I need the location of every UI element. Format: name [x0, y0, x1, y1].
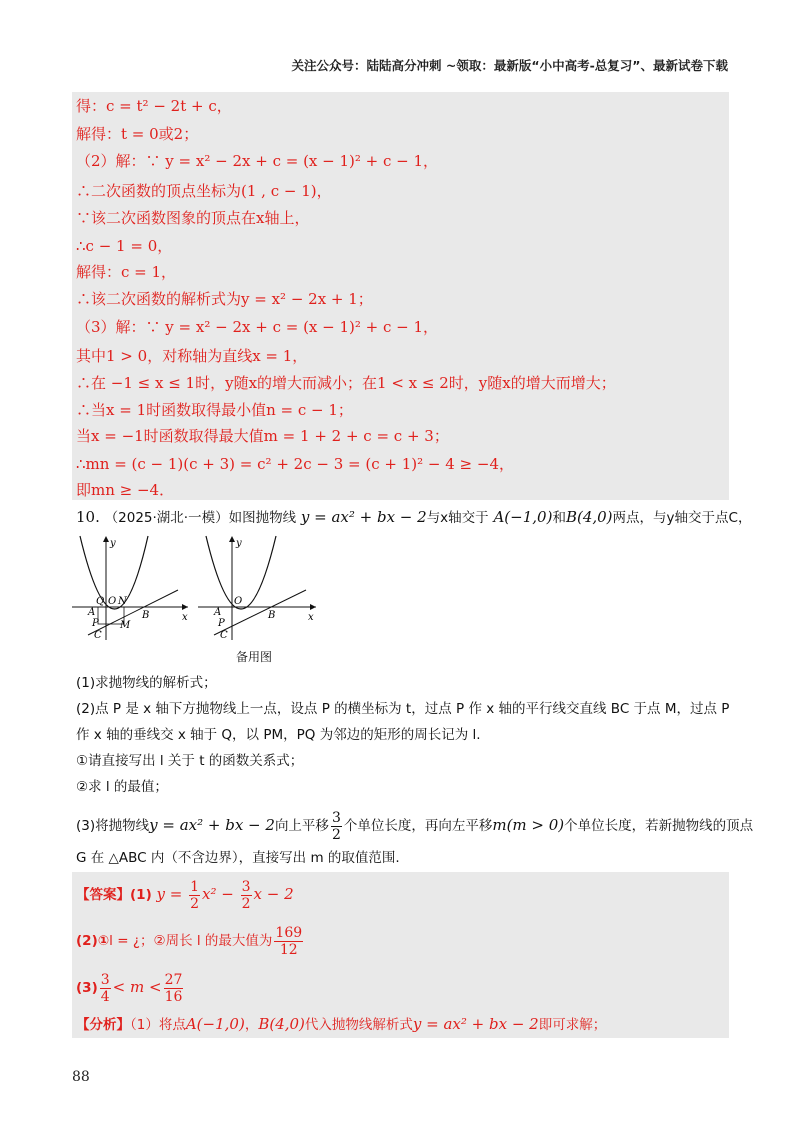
solution-line-2: 解得：t = 0或2；: [76, 125, 199, 143]
frac-den: 2: [190, 895, 200, 912]
page-header: 关注公众号：陆陆高分冲刺 ~领取：最新版“小中高考-总复习”、最新试卷下载: [291, 58, 728, 73]
page-number: 88: [72, 1069, 90, 1085]
label-x: x: [182, 612, 188, 623]
figure-caption: 备用图: [236, 650, 273, 664]
solution-line-15: 即mn ≥ −4．: [76, 481, 175, 499]
q3-m: m(m > 0): [492, 816, 565, 834]
stem-text-b: 与x轴交于: [426, 510, 489, 526]
answer-1-frac-2: [241, 879, 252, 912]
analysis-equation: y = ax² + bx − 2: [412, 1015, 539, 1033]
problem-number: 10.: [76, 508, 100, 526]
label-n: N: [118, 596, 127, 607]
frac-den: 12: [279, 941, 298, 958]
solution-line-10: 其中1 > 0，对称轴为直线x = 1，: [76, 347, 308, 365]
label-p: P: [218, 618, 225, 629]
stem-equation: y = ax² + bx − 2: [300, 508, 427, 526]
solution-line-8: ∴该二次函数的解析式为y = x² − 2x + 1；: [76, 290, 373, 308]
label-a: A: [88, 607, 96, 618]
question-2-line-2: 作 x 轴的垂线交 x 轴于 Q，以 PM，PQ 为邻边的矩形的周长记为 l.: [76, 727, 481, 743]
analysis-line: [76, 1014, 606, 1035]
x-arrow-icon: [182, 604, 188, 610]
answer-2-text: l = ¿；②周长 l 的最大值为: [109, 933, 273, 949]
q3-text-1: (3)将抛物线: [76, 818, 150, 834]
question-2-line-1: (2)点 P 是 x 轴下方抛物线上一点，设点 P 的横坐标为 t，过点 P 作 x 轴的平行线交直线 BC 于点 M，过点 P: [76, 701, 730, 717]
solution-line-14: ∴mn = (c − 1)(c + 3) = c² + 2c − 3 = (c + 1)² − 4 ≥ −4，: [76, 455, 514, 473]
label-p: P: [92, 618, 99, 629]
stem-text-d: 两点，与y轴交于点C，: [612, 510, 752, 526]
answer-1-frac-1: [189, 879, 200, 912]
solution-line-5: ∵该二次函数图象的顶点在x轴上，: [76, 209, 310, 227]
analysis-point-b: B(4,0): [258, 1015, 305, 1033]
question-2-part-1: ①请直接写出 l 关于 t 的函数关系式；: [76, 753, 304, 769]
label-a: A: [214, 607, 222, 618]
analysis-point-a: A(−1,0): [185, 1015, 245, 1033]
point-a: A(−1,0): [493, 508, 553, 526]
q3-equation: y = ax² + bx − 2: [149, 816, 275, 834]
question-3-line-1: [76, 808, 753, 843]
label-c: C: [94, 630, 102, 641]
figure-main: [70, 532, 192, 644]
q3-text-3: 个单位长度，再向左平移: [343, 818, 493, 834]
solution-line-13: 当x = −1时函数取得最大值m = 1 + 2 + c = c + 3；: [76, 427, 449, 445]
analysis-text-a: （1）将点: [130, 1017, 186, 1033]
frac-num: 169: [275, 924, 303, 941]
answer-2: [76, 923, 305, 958]
solution-line-1: 得：c = t² − 2t + c，: [76, 97, 232, 115]
solution-line-12: ∴当x = 1时函数取得最小值n = c − 1；: [76, 401, 353, 419]
answer-3: [76, 970, 185, 1005]
y-arrow-icon: [229, 536, 235, 542]
analysis-text-b: ，: [244, 1017, 259, 1033]
label-b: B: [142, 610, 150, 621]
label-o: O: [108, 596, 117, 607]
stem-text-a: 如图抛物线: [228, 510, 297, 526]
answer-2-frac: [274, 925, 303, 958]
frac-den: 4: [100, 988, 110, 1005]
q3-text-2: 向上平移: [274, 818, 329, 834]
analysis-text-d: 即可求解；: [538, 1017, 607, 1033]
label-q: Q: [96, 596, 105, 607]
q3-fraction: [331, 810, 342, 843]
solution-line-6: ∴c − 1 = 0，: [76, 237, 173, 255]
label-c: C: [220, 630, 228, 641]
label-x: x: [308, 612, 314, 623]
q3-text-4: 个单位长度，若新抛物线的顶点: [564, 818, 754, 834]
label-o: O: [234, 596, 243, 607]
point-b: B(4,0): [565, 508, 613, 526]
solution-line-4: ∴二次函数的顶点坐标为(1 , c − 1)，: [76, 182, 332, 200]
solution-line-3: （2）解：∵ y = x² − 2x + c = (x − 1)² + c − 1，: [76, 152, 439, 170]
answer-1-left: y =: [156, 885, 183, 903]
y-arrow-icon: [103, 536, 109, 542]
label-b: B: [268, 610, 276, 621]
question-1: (1)求抛物线的解析式；: [76, 675, 217, 691]
label-m: M: [120, 620, 131, 631]
analysis-text-c: 代入抛物线解析式: [304, 1017, 413, 1033]
problem-stem: [76, 507, 751, 528]
solution-line-11: ∴在 −1 ≤ x ≤ 1时，y随x的增大而减小；在1 < x ≤ 2时，y随x的增大而增大；: [76, 374, 616, 392]
q3-frac-den: 2: [331, 826, 341, 843]
x-arrow-icon: [310, 604, 316, 610]
stem-text-c: 和: [552, 510, 566, 526]
frac-num: 27: [164, 971, 183, 988]
frac-num: 3: [241, 878, 251, 895]
solution-line-7: 解得：c = 1，: [76, 263, 177, 281]
label-y: y: [110, 538, 116, 549]
question-3-line-2: G 在 △ABC 内（不含边界），直接写出 m 的取值范围.: [76, 850, 400, 866]
analysis-label: 【分析】: [76, 1017, 130, 1033]
problem-source: （2025·湖北·一模）: [104, 510, 229, 526]
answer-1: [76, 877, 294, 912]
label-y: y: [236, 538, 242, 549]
q3-frac-num: 3: [331, 809, 341, 826]
frac-num: 3: [100, 971, 110, 988]
answer-2-prefix: (2)①: [76, 933, 110, 949]
answer-3-frac-2: [164, 972, 184, 1005]
figure-backup: [196, 532, 320, 644]
answer-3-mid: < m <: [112, 978, 162, 996]
frac-den: 16: [164, 988, 183, 1005]
answer-1-mid: x² −: [202, 885, 234, 903]
line-bc: [214, 590, 306, 635]
question-2-part-2: ②求 l 的最值；: [76, 779, 168, 795]
answer-label: 【答案】: [76, 887, 130, 903]
solution-line-9: （3）解：∵ y = x² − 2x + c = (x − 1)² + c − 1，: [76, 318, 439, 336]
frac-num: 1: [190, 878, 200, 895]
answer-3-frac-1: [100, 972, 111, 1005]
answer-3-prefix: (3): [76, 980, 98, 996]
frac-den: 2: [241, 895, 251, 912]
answer-1-prefix: (1): [130, 887, 152, 903]
answer-1-end: x − 2: [253, 885, 294, 903]
